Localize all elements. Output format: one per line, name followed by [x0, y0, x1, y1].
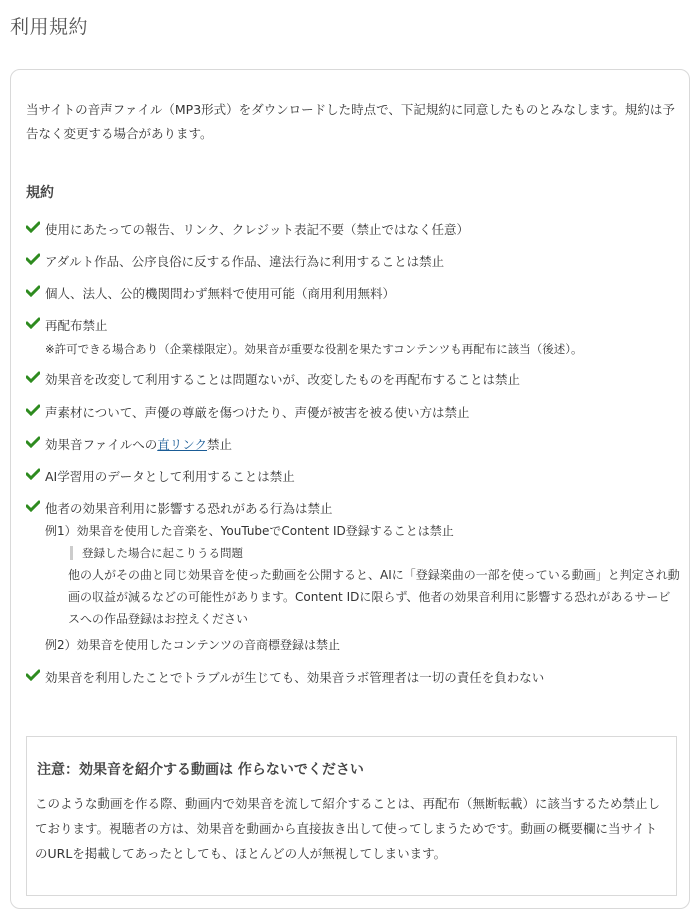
- check-icon: [26, 221, 40, 233]
- check-icon: [26, 436, 40, 448]
- intro-text: 当サイトの音声ファイル（MP3形式）をダウンロードした時点で、下記規約に同意したものとみなします。規約は予告なく変更する場合があります。: [26, 102, 675, 141]
- direct-link-link[interactable]: 直リンク: [157, 437, 208, 452]
- rule-text: 効果音を改変して利用することは問題ないが、改変したものを再配布することは禁止: [45, 372, 521, 387]
- quote-bar: [70, 546, 73, 560]
- check-icon: [26, 253, 40, 265]
- rule-text: 再配布禁止: [45, 318, 108, 333]
- check-icon: [26, 468, 40, 480]
- rule-text: 他者の効果音利用に影響する恐れがある行為は禁止: [45, 501, 333, 516]
- check-icon: [26, 285, 40, 297]
- rule-text-before: 効果音ファイルへの: [45, 437, 158, 452]
- rule-text: AI学習用のデータとして利用することは禁止: [45, 469, 295, 484]
- check-icon: [26, 669, 40, 681]
- rules-heading: 規約: [26, 185, 54, 201]
- rule-example-1: 例1）効果音を使用した音楽を、YouTubeでContent ID登録することは禁止: [45, 524, 454, 538]
- quote-title: 登録した場合に起こりうる問題: [82, 546, 243, 560]
- rule-note: ※許可できる場合あり（企業様限定）。効果音が重要な役割を果たすコンテンツも再配布に該当（後述）。: [45, 342, 583, 356]
- rule-example-2: 例2）効果音を使用したコンテンツの音商標登録は禁止: [45, 638, 341, 652]
- rule-text: 声素材について、声優の尊厳を傷つけたり、声優が被害を被る使い方は禁止: [45, 405, 470, 420]
- rule-text: 使用にあたっての報告、リンク、クレジット表記不要（禁止ではなく任意）: [45, 222, 469, 237]
- check-icon: [26, 500, 40, 512]
- rule-text: アダルト作品、公序良俗に反する作品、違法行為に利用することは禁止: [45, 254, 445, 269]
- notice-box: [26, 736, 677, 896]
- notice-title: 注意：効果音を紹介する動画は 作らないでください: [37, 762, 364, 778]
- check-icon: [26, 371, 40, 383]
- rule-text: 個人、法人、公的機関問わず無料で使用可能（商用利用無料）: [45, 286, 396, 301]
- check-icon: [26, 404, 40, 416]
- page-title: 利用規約: [10, 16, 89, 38]
- rule-text: [45, 435, 232, 455]
- check-icon: [26, 317, 40, 329]
- quote-body: 他の人がその曲と同じ効果音を使った動画を公開すると、AIに「登録楽曲の一部を使っている動画」と判定され動画の収益が減るなどの可能性があります。Content IDに限らず、他者の効果音利用に影響する恐れがあるサービスへの作品登録はお控えください: [68, 568, 680, 626]
- rule-text: 効果音を利用したことでトラブルが生じても、効果音ラボ管理者は一切の責任を負わない: [45, 670, 545, 685]
- notice-body: このような動画を作る際、動画内で効果音を流して紹介することは、再配布（無断転載）に該当するため禁止しております。視聴者の方は、効果音を動画から直接抜き出して使ってしまうためです。動画の概要欄に当サイトのURLを掲載してあったとしても、ほとんどの人が無視してしまいます。: [35, 796, 661, 861]
- rule-text-after: 禁止: [207, 437, 233, 452]
